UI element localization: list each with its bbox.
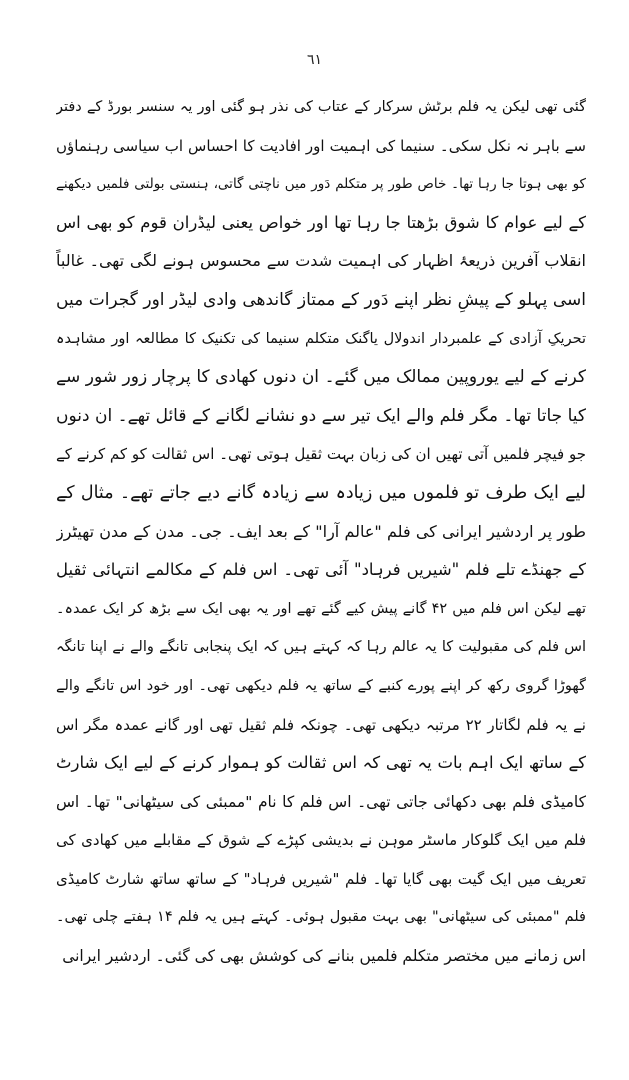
text-line: کرنے کے لیے یوروپین ممالک میں گئے۔ ان دنوں کھادی کا پرچار زور شور سے [56, 367, 586, 388]
text-line: کو بھی ہوتا جا رہا تھا۔ خاص طور پر متکلم دَور میں ناچتی گاتی، ہنستی بولتی فلمیں دیکھنے [56, 176, 586, 193]
page-body-text [56, 88, 586, 976]
page-number: ٦١ [306, 52, 323, 68]
text-line: اسی پہلو کے پیشِ نظر اپنے دَور کے ممتاز گاندھی وادی لیڈر اور گجرات میں [56, 289, 586, 310]
text-line: اس زمانے میں مختصر متکلم فلمیں بنانے کی کوشش بھی کی گئی۔ اردشیر ایرانی [62, 947, 586, 966]
text-line: طور پر اردشیر ایرانی کی فلم "عالم آرا" کے بعد ایف۔ جی۔ مدن کے مدن تھیٹرز [56, 521, 586, 541]
text-line: کے ساتھ ایک اہم بات یہ تھی کہ اس ثقالت کو ہموار کرنے کے لیے ایک شارٹ [56, 753, 586, 773]
text-line: گھوڑا گروی رکھ کر اپنے پورے کنبے کے ساتھ یہ فلم دیکھی تھی۔ اور خود اس تانگے والے [56, 677, 586, 694]
text-line: فلم "ممبئی کی سیٹھانی" بھی بہت مقبول ہوئی۔ کہتے ہیں یہ فلم ۱۴ ہفتے چلی تھی۔ [56, 909, 586, 926]
text-line: لیے ایک طرف تو فلموں میں زیادہ سے زیادہ گانے دیے جاتے تھے۔ مثال کے [56, 482, 586, 503]
text-line: کامیڈی فلم بھی دکھائی جاتی تھی۔ اس فلم کا نام "ممبئی کی سیٹھانی" تھا۔ اس [56, 792, 586, 811]
text-line: کیا جاتا تھا۔ مگر فلم والے ایک تیر سے دو نشانے لگانے کے قائل تھے۔ ان دنوں [56, 405, 586, 426]
text-line: گئی تھی لیکن یہ فلم برٹش سرکار کے عتاب کی نذر ہو گئی اور یہ سنسر بورڈ کے دفتر [56, 99, 586, 115]
text-line: جو فیچر فلمیں آتی تھیں ان کی زبان بہت ثقیل ہوتی تھی۔ اس ثقالت کو کم کرنے کے [56, 445, 586, 464]
text-line: تحریکِ آزادی کے علمبردار اندولال یاگنک متکلم سنیما کی تکنیک کا مطالعہ اور مشاہدہ [56, 330, 586, 347]
text-line: نے یہ فلم لگاتار ۲۲ مرتبہ دیکھی تھی۔ چونکہ فلم ثقیل تھی اور گانے عمدہ مگر اس [56, 715, 586, 734]
text-line: تھے لیکن اس فلم میں ۴۲ گانے پیش کیے گئے تھے اور یہ بھی ایک سے بڑھ کر ایک عمدہ۔ [56, 600, 586, 617]
text-line: تعریف میں ایک گیت بھی گایا تھا۔ فلم "شیریں فرہاد" کے ساتھ ساتھ شارٹ کامیڈی [56, 869, 586, 888]
text-line: کے لیے عوام کا شوق بڑھتا جا رہا تھا اور خواص یعنی لیڈران قوم کو بھی اس [56, 212, 586, 232]
text-line: اس فلم کی مقبولیت کا یہ عالم رہا کہ کہتے ہیں کہ ایک پنجابی تانگے والے نے اپنا تانگہ [56, 639, 586, 656]
text-line: سے باہر نہ نکل سکی۔ سنیما کی اہمیت اور افادیت کا احساس اب سیاسی رہنماؤں [56, 136, 586, 155]
text-line: فلم میں ایک گلوکار ماسٹر موہن نے بدیشی کپڑے کے شوق کے مقابلے میں کھادی کی [56, 831, 586, 850]
text-line: انقلاب آفرین ذریعۂ اظہار کی اہمیت شدت سے محسوس ہونے لگی تھی۔ غالباً [56, 251, 586, 271]
text-line: کے جھنڈے تلے فلم "شیریں فرہاد" آئی تھی۔ اس فلم کے مکالمے انتہائی ثقیل [56, 560, 586, 580]
